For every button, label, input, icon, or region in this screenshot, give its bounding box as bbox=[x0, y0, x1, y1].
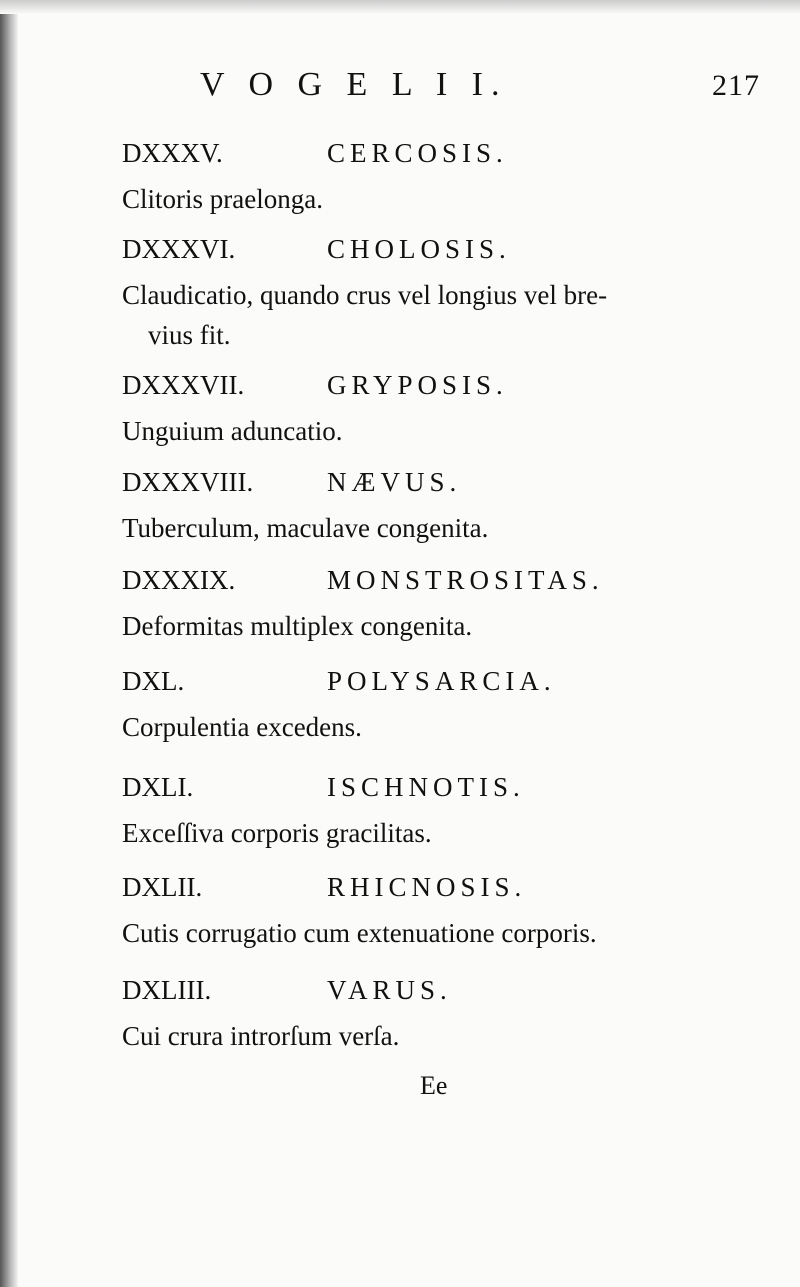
entry-definition: Deformitas multiplex congenita. bbox=[122, 611, 473, 641]
entry-dxlii bbox=[122, 872, 762, 953]
entry-dxxxviii bbox=[122, 467, 762, 548]
catchword: Ee bbox=[420, 1071, 448, 1100]
entry-term: VARUS. bbox=[327, 975, 452, 1005]
entry-definition-continued: vius fit. bbox=[148, 320, 231, 350]
entry-term: POLYSARCIA. bbox=[327, 666, 556, 696]
entry-number: DXXXV. bbox=[122, 138, 223, 168]
entry-definition: Cutis corrugatio cum extenuatione corporis. bbox=[122, 918, 597, 948]
page-number: 217 bbox=[712, 69, 760, 102]
entry-dxxxix bbox=[122, 565, 762, 646]
entry-dxli bbox=[122, 772, 762, 853]
entry-dxxxv bbox=[122, 138, 762, 219]
entry-definition: Tuberculum, maculave congenita. bbox=[122, 513, 489, 543]
entry-number: DXXXVII. bbox=[122, 370, 245, 400]
entry-term: CHOLOSIS. bbox=[327, 234, 511, 264]
entry-term: ISCHNOTIS. bbox=[327, 772, 525, 802]
entry-term: MONSTROSITAS. bbox=[327, 565, 604, 595]
entry-number: DXXXVIII. bbox=[122, 467, 254, 497]
entry-number: DXLI. bbox=[122, 772, 194, 802]
entry-definition: Unguium aduncatio. bbox=[122, 416, 343, 446]
entry-dxxxvi bbox=[122, 234, 762, 355]
entry-dxl bbox=[122, 666, 762, 747]
running-title: V O G E L I I. bbox=[200, 66, 508, 103]
entry-number: DXL. bbox=[122, 666, 185, 696]
entry-definition: Corpulentia excedens. bbox=[122, 712, 362, 742]
entry-definition: Exceſſiva corporis gracilitas. bbox=[122, 818, 432, 848]
entry-term: RHICNOSIS. bbox=[327, 872, 527, 902]
entry-dxxxvii bbox=[122, 370, 762, 451]
entry-dxliii bbox=[122, 975, 762, 1056]
entry-term: GRYPOSIS. bbox=[327, 370, 508, 400]
entry-definition: Claudicatio, quando crus vel longius vel bre- bbox=[122, 280, 608, 310]
entry-number: DXLII. bbox=[122, 872, 203, 902]
running-head bbox=[200, 66, 760, 104]
entry-definition: Clitoris praelonga. bbox=[122, 184, 323, 214]
entry-number: DXXXIX. bbox=[122, 565, 236, 595]
entry-definition: Cui crura introrſum verſa. bbox=[122, 1021, 400, 1051]
entry-term: NÆVUS. bbox=[327, 467, 462, 497]
entry-number: DXLIII. bbox=[122, 975, 212, 1005]
entry-number: DXXXVI. bbox=[122, 234, 236, 264]
entry-term: CERCOSIS. bbox=[327, 138, 508, 168]
